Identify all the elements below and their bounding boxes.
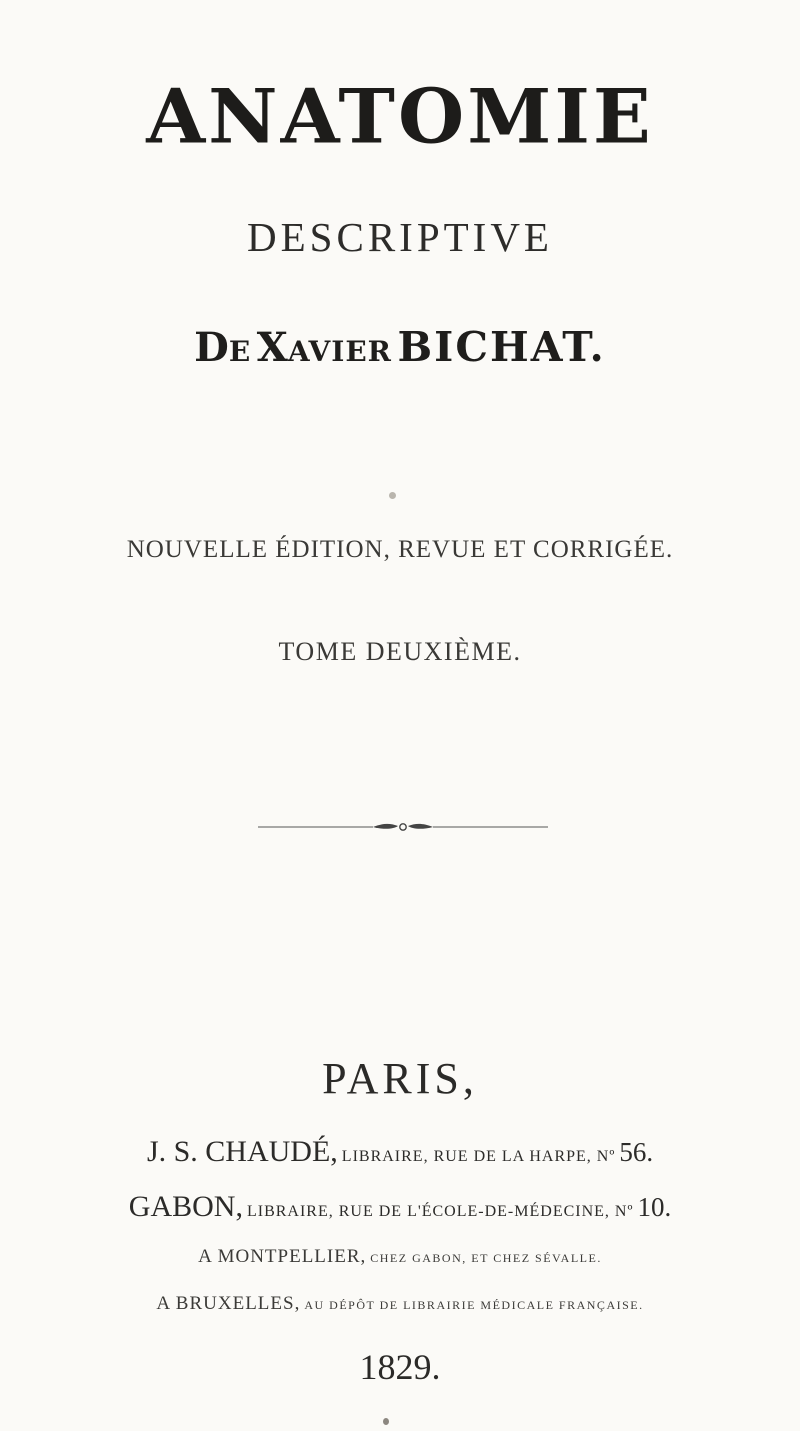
publisher-3-name: A MONTPELLIER, bbox=[198, 1246, 367, 1267]
publisher-2-name: GABON, bbox=[128, 1190, 243, 1223]
publisher-line-4 bbox=[0, 1293, 800, 1315]
edition-statement: NOUVELLE ÉDITION, REVUE ET CORRIGÉE. bbox=[126, 536, 674, 563]
book-subtitle: DESCRIPTIVE bbox=[247, 214, 553, 260]
author-de-initial: D bbox=[194, 324, 229, 371]
volume-statement: TOME DEUXIÈME. bbox=[278, 637, 522, 666]
publisher-line-3 bbox=[0, 1246, 800, 1268]
publisher-2-detail: LIBRAIRE, RUE DE L'ÉCOLE-DE-MÉDECINE, Nº bbox=[246, 1203, 634, 1220]
author-first-initial: X bbox=[256, 324, 288, 371]
ink-dot bbox=[389, 492, 396, 499]
publisher-4-detail: AU DÉPÔT DE LIBRAIRIE MÉDICALE FRANÇAISE. bbox=[304, 1298, 644, 1312]
imprint-city: PARIS, bbox=[322, 1054, 478, 1103]
ink-speck bbox=[383, 1418, 389, 1425]
publisher-1-detail: LIBRAIRE, RUE DE LA HARPE, Nº bbox=[341, 1148, 616, 1165]
publisher-2-number: 10. bbox=[637, 1192, 672, 1222]
publisher-4-name: A BRUXELLES, bbox=[156, 1293, 301, 1314]
publisher-1-name: J. S. CHAUDÉ, bbox=[146, 1135, 338, 1168]
publisher-1-number: 56. bbox=[619, 1137, 654, 1167]
author-first-rest: AVIER bbox=[287, 335, 392, 368]
author-surname: BICHAT. bbox=[397, 323, 606, 371]
publisher-line-1 bbox=[0, 1135, 800, 1169]
author-line bbox=[0, 323, 800, 371]
publisher-line-2 bbox=[0, 1190, 800, 1224]
ornament-rule-icon bbox=[258, 818, 548, 836]
author-de-rest: E bbox=[228, 335, 252, 368]
publisher-3-detail: CHEZ GABON, ET CHEZ SÉVALLE. bbox=[370, 1251, 602, 1265]
book-title: ANATOMIE bbox=[146, 72, 654, 161]
publication-year: 1829. bbox=[359, 1347, 441, 1387]
